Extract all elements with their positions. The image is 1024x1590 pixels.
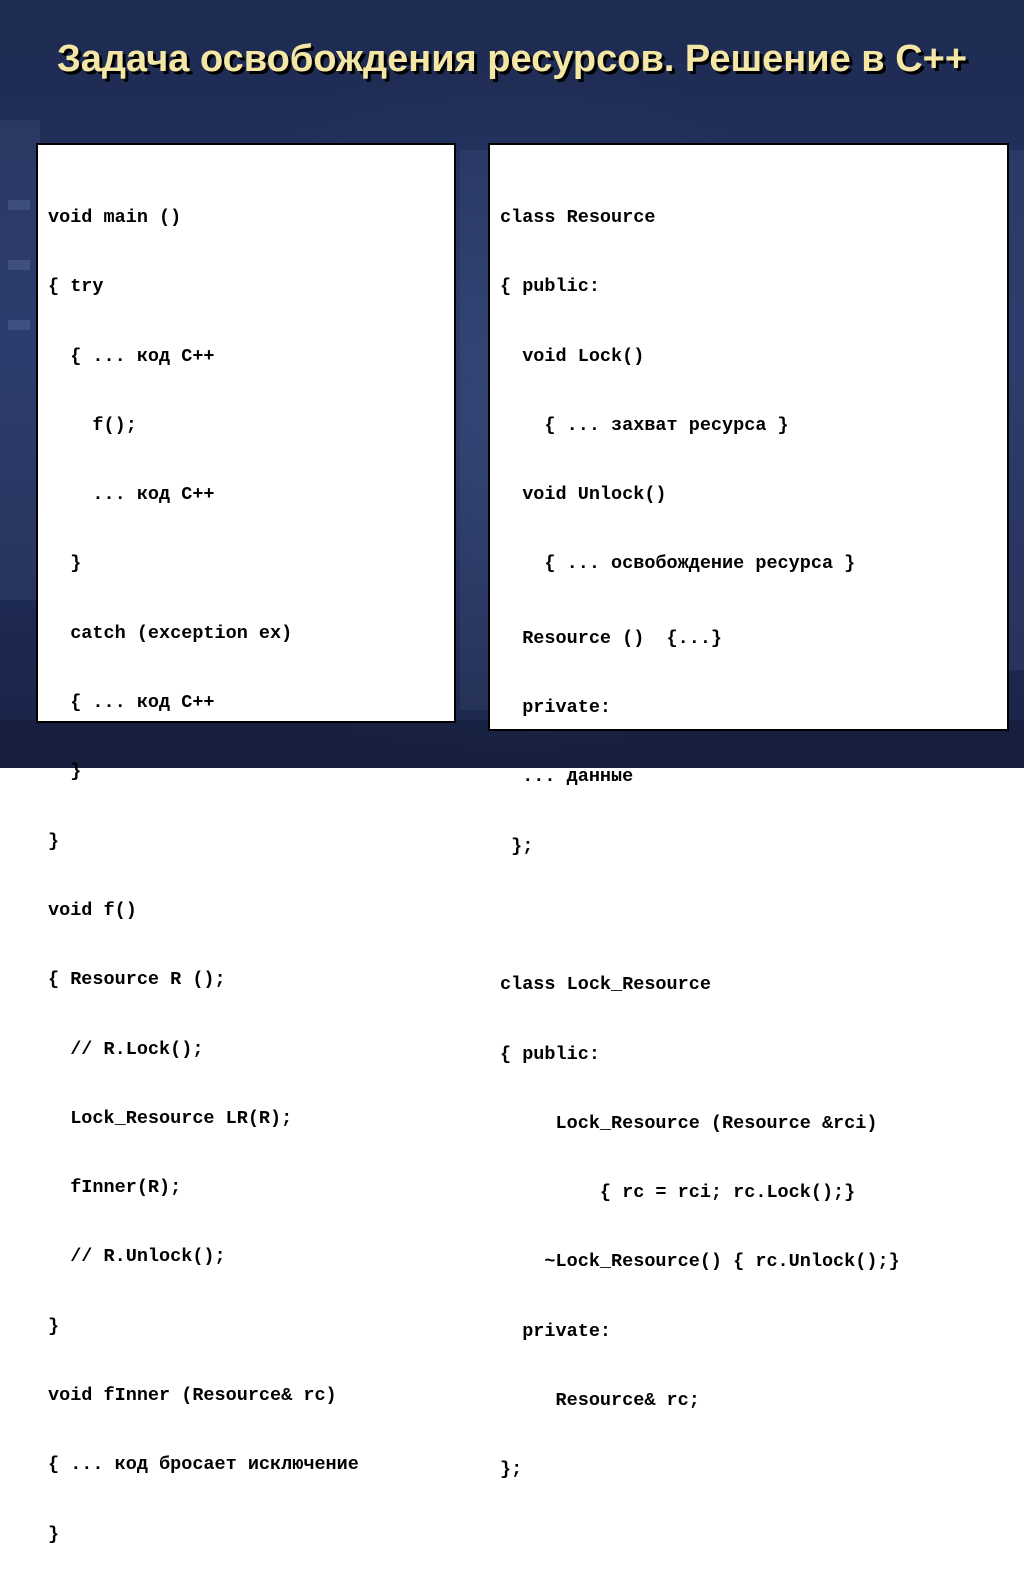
code-line: Resource& rc; — [500, 1390, 700, 1412]
code-line: private: — [500, 1320, 612, 1342]
code-line: f(); — [48, 414, 137, 436]
code-line: { rc = rci; rc.Lock();} — [500, 1182, 856, 1204]
code-line: } — [48, 761, 82, 783]
code-line: { public: — [500, 1043, 600, 1065]
code-line: { ... код бросает исключение — [48, 1454, 359, 1476]
code-line: { ... захват ресурса } — [500, 414, 789, 436]
code-line: // R.Lock(); — [48, 1038, 204, 1060]
code-panel-left — [36, 143, 456, 1545]
background-decoration — [1008, 150, 1024, 670]
code-line: void f() — [48, 899, 137, 921]
background-decoration — [8, 260, 30, 270]
code-line: Lock_Resource LR(R); — [48, 1107, 293, 1129]
code-panel-right — [488, 143, 1009, 1481]
code-line: { Resource R (); — [48, 969, 226, 991]
code-line: void Lock() — [500, 345, 645, 367]
code-line: void fInner (Resource& rc) — [48, 1385, 337, 1407]
code-line: class Resource — [500, 207, 656, 228]
code-block-classes — [500, 162, 900, 1526]
code-line: { ... освобождение ресурса } — [500, 553, 856, 575]
code-line: { ... код C++ — [48, 345, 215, 367]
code-line: }; — [500, 1459, 523, 1481]
code-line: { ... код C++ — [48, 692, 215, 714]
code-line: { public: — [500, 276, 600, 298]
code-line: } — [48, 1523, 60, 1545]
code-line: private: — [500, 697, 612, 719]
code-line: } — [48, 553, 82, 575]
code-line: catch (exception ex) — [48, 622, 293, 644]
code-line: Lock_Resource (Resource &rci) — [500, 1112, 878, 1134]
code-line: void Unlock() — [500, 484, 667, 506]
code-line: fInner(R); — [48, 1177, 182, 1199]
slide-title: Задача освобождения ресурсов. Решение в С++ — [56, 38, 968, 80]
background-decoration — [460, 150, 488, 710]
code-line: // R.Unlock(); — [48, 1246, 226, 1268]
background-decoration — [0, 120, 40, 600]
code-line: } — [48, 830, 60, 852]
code-line: ... данные — [500, 766, 634, 788]
code-line: ~Lock_Resource() { rc.Unlock();} — [500, 1251, 900, 1273]
code-line — [500, 902, 900, 929]
background-decoration — [8, 320, 30, 330]
code-line: ... код C++ — [48, 484, 215, 506]
code-block-main — [48, 162, 359, 1590]
code-line: { try — [48, 276, 104, 298]
code-line: }; — [500, 835, 534, 857]
code-line: void main () — [48, 207, 182, 228]
code-line: class Lock_Resource — [500, 974, 711, 996]
code-line: } — [48, 1315, 60, 1337]
code-line: Resource () {...} — [500, 627, 723, 649]
background-decoration — [8, 200, 30, 210]
